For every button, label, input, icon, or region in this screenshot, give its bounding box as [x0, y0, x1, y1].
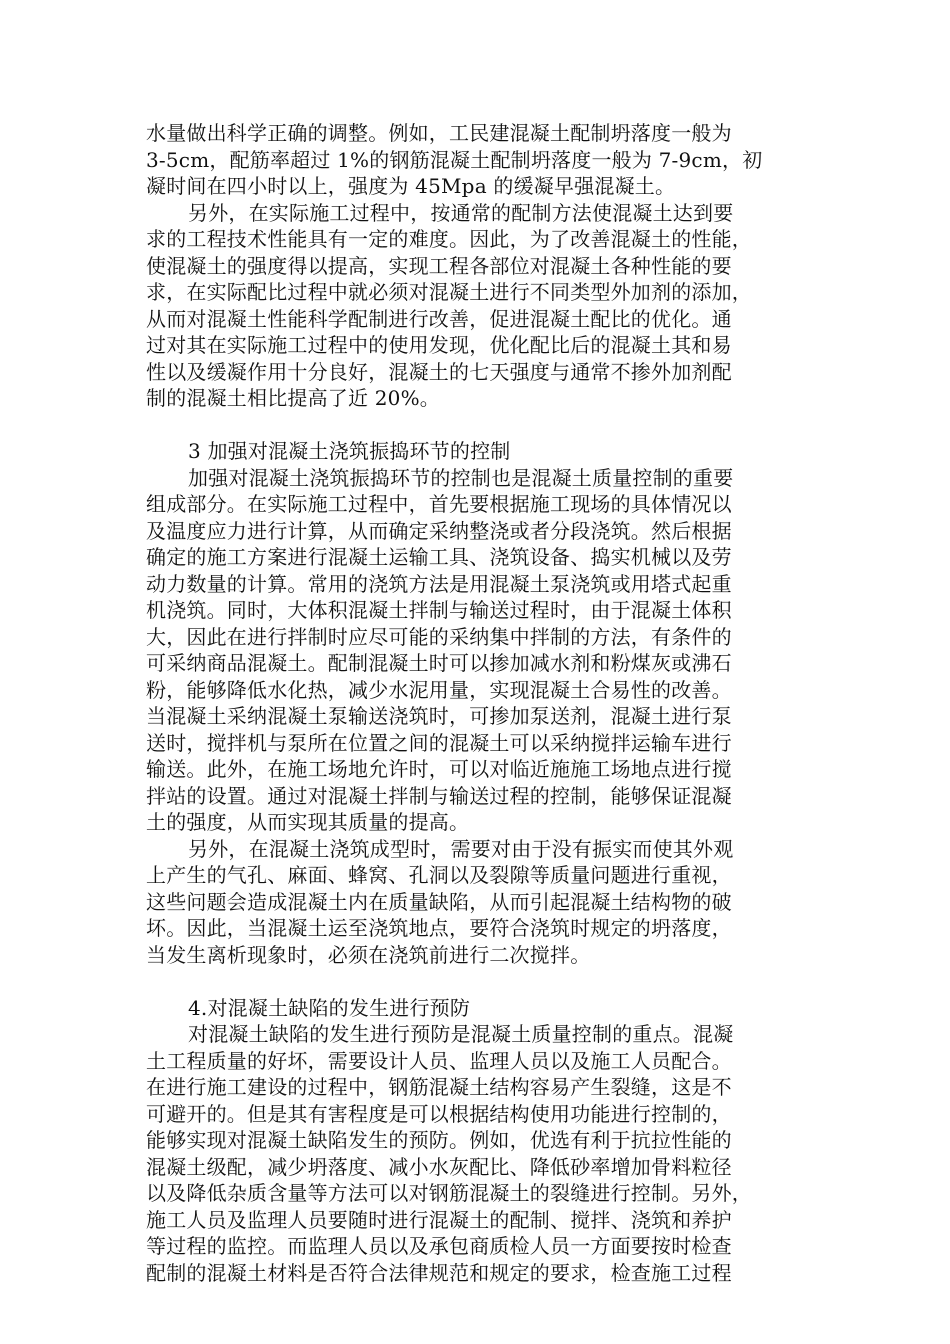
- text-line: 施工人员及监理人员要随时进行混凝土的配制、搅拌、浇筑和养护: [146, 1207, 732, 1232]
- text-line: 水量做出科学正确的调整。例如，工民建混凝土配制坍落度一般为: [146, 121, 732, 145]
- text-line: 当发生离析现象时，必须在浇筑前进行二次搅拌。: [146, 942, 591, 967]
- text-line: 土工程质量的好坏，需要设计人员、监理人员以及施工人员配合。: [146, 1048, 732, 1073]
- text-line: 这些问题会造成混凝土内在质量缺陷，从而引起混凝土结构物的破: [146, 889, 732, 914]
- text-line: 上产生的气孔、麻面、蜂窝、孔洞以及裂隙等质量问题进行重视，: [146, 863, 732, 887]
- text-line: 凝时间在四小时以上，强度为 45Mpa 的缓凝早强混凝土。: [146, 174, 676, 198]
- text-line: 在进行施工建设的过程中，钢筋混凝土结构容易产生裂缝，这是不: [146, 1075, 732, 1099]
- text-line: 过对其在实际施工过程中的使用发现，优化配比后的混凝土其和易: [146, 333, 732, 357]
- text-line: 对混凝土缺陷的发生进行预防是混凝土质量控制的重点。混凝: [188, 1022, 734, 1046]
- section-heading: 3 加强对混凝土浇筑振捣环节的控制: [188, 439, 511, 463]
- text-line: 可采纳商品混凝土。配制混凝土时可以掺加减水剂和粉煤灰或沸石: [146, 651, 732, 675]
- text-line: 求的工程技术性能具有一定的难度。因此，为了改善混凝土的性能，: [146, 227, 752, 251]
- section-spacer: [146, 412, 806, 439]
- text-line: 制的混凝土相比提高了近 20%。: [146, 386, 441, 410]
- section-spacer: [146, 968, 806, 995]
- text-line: 以及降低杂质含量等方法可以对钢筋混凝土的裂缝进行控制。另外，: [146, 1181, 752, 1205]
- text-line: 及温度应力进行计算，从而确定采纳整浇或者分段浇筑。然后根据: [146, 518, 732, 543]
- document-body: [146, 120, 806, 1286]
- text-line: 使混凝土的强度得以提高，实现工程各部位对混凝土各种性能的要: [146, 253, 732, 278]
- text-line: 拌站的设置。通过对混凝土拌制与输送过程的控制，能够保证混凝: [146, 783, 732, 808]
- paragraph: [146, 1021, 806, 1286]
- text-line: 加强对混凝土浇筑振捣环节的控制也是混凝土质量控制的重要: [188, 465, 734, 490]
- text-line: 混凝土级配，减少坍落度、减小水灰配比、降低砂率增加骨料粒径: [146, 1154, 732, 1179]
- text-line: 粉，能够降低水化热，减少水泥用量，实现混凝土合易性的改善。: [146, 677, 732, 702]
- text-line: 坏。因此，当混凝土运至浇筑地点，要符合浇筑时规定的坍落度，: [146, 916, 732, 940]
- text-line: 输送。此外，在施工场地允许时，可以对临近施施工场地点进行搅: [146, 757, 732, 781]
- text-line: 可避开的。但是其有害程度是可以根据结构使用功能进行控制的，: [146, 1101, 732, 1126]
- text-line: 能够实现对混凝土缺陷发生的预防。例如，优选有利于抗拉性能的: [146, 1128, 732, 1152]
- document-section: [146, 968, 806, 1286]
- text-line: 求，在实际配比过程中就必须对混凝土进行不同类型外加剂的添加，: [146, 280, 752, 304]
- text-line: 3-5cm，配筋率超过 1%的钢筋混凝土配制坍落度一般为 7-9cm，初: [146, 147, 763, 172]
- text-line: 大，因此在进行拌制时应尽可能的采纳集中拌制的方法，有条件的: [146, 624, 732, 649]
- paragraph: [146, 836, 806, 969]
- text-line: 另外，在混凝土浇筑成型时，需要对由于没有振实而使其外观: [188, 836, 734, 861]
- text-line: 机浇筑。同时，大体积混凝土拌制与输送过程时，由于混凝土体积: [146, 598, 732, 622]
- document-section: [146, 120, 806, 412]
- text-line: 性以及缓凝作用十分良好，混凝土的七天强度与通常不掺外加剂配: [146, 359, 732, 384]
- section-heading: 4.对混凝土缺陷的发生进行预防: [188, 995, 471, 1020]
- text-line: 等过程的监控。而监理人员以及承包商质检人员一方面要按时检查: [146, 1234, 732, 1258]
- text-line: 当混凝土采纳混凝土泵输送浇筑时，可掺加泵送剂，混凝土进行泵: [146, 704, 732, 728]
- text-line: 送时，搅拌机与泵所在位置之间的混凝土可以采纳搅拌运输车进行: [146, 730, 732, 755]
- text-line: 配制的混凝土材料是否符合法律规范和规定的要求，检查施工过程: [146, 1260, 732, 1285]
- paragraph: [146, 200, 806, 412]
- paragraph: [146, 465, 806, 836]
- text-line: 动力数量的计算。常用的浇筑方法是用混凝土泵浇筑或用塔式起重: [146, 571, 732, 596]
- text-line: 另外，在实际施工过程中，按通常的配制方法使混凝土达到要: [188, 200, 734, 225]
- text-line: 从而对混凝土性能科学配制进行改善，促进混凝土配比的优化。通: [146, 306, 732, 331]
- text-line: 组成部分。在实际施工过程中，首先要根据施工现场的具体情况以: [146, 492, 732, 516]
- text-line: 土的强度，从而实现其质量的提高。: [146, 810, 470, 834]
- text-line: 确定的施工方案进行混凝土运输工具、浇筑设备、捣实机械以及劳: [146, 545, 732, 569]
- paragraph: [146, 120, 806, 200]
- document-section: [146, 412, 806, 969]
